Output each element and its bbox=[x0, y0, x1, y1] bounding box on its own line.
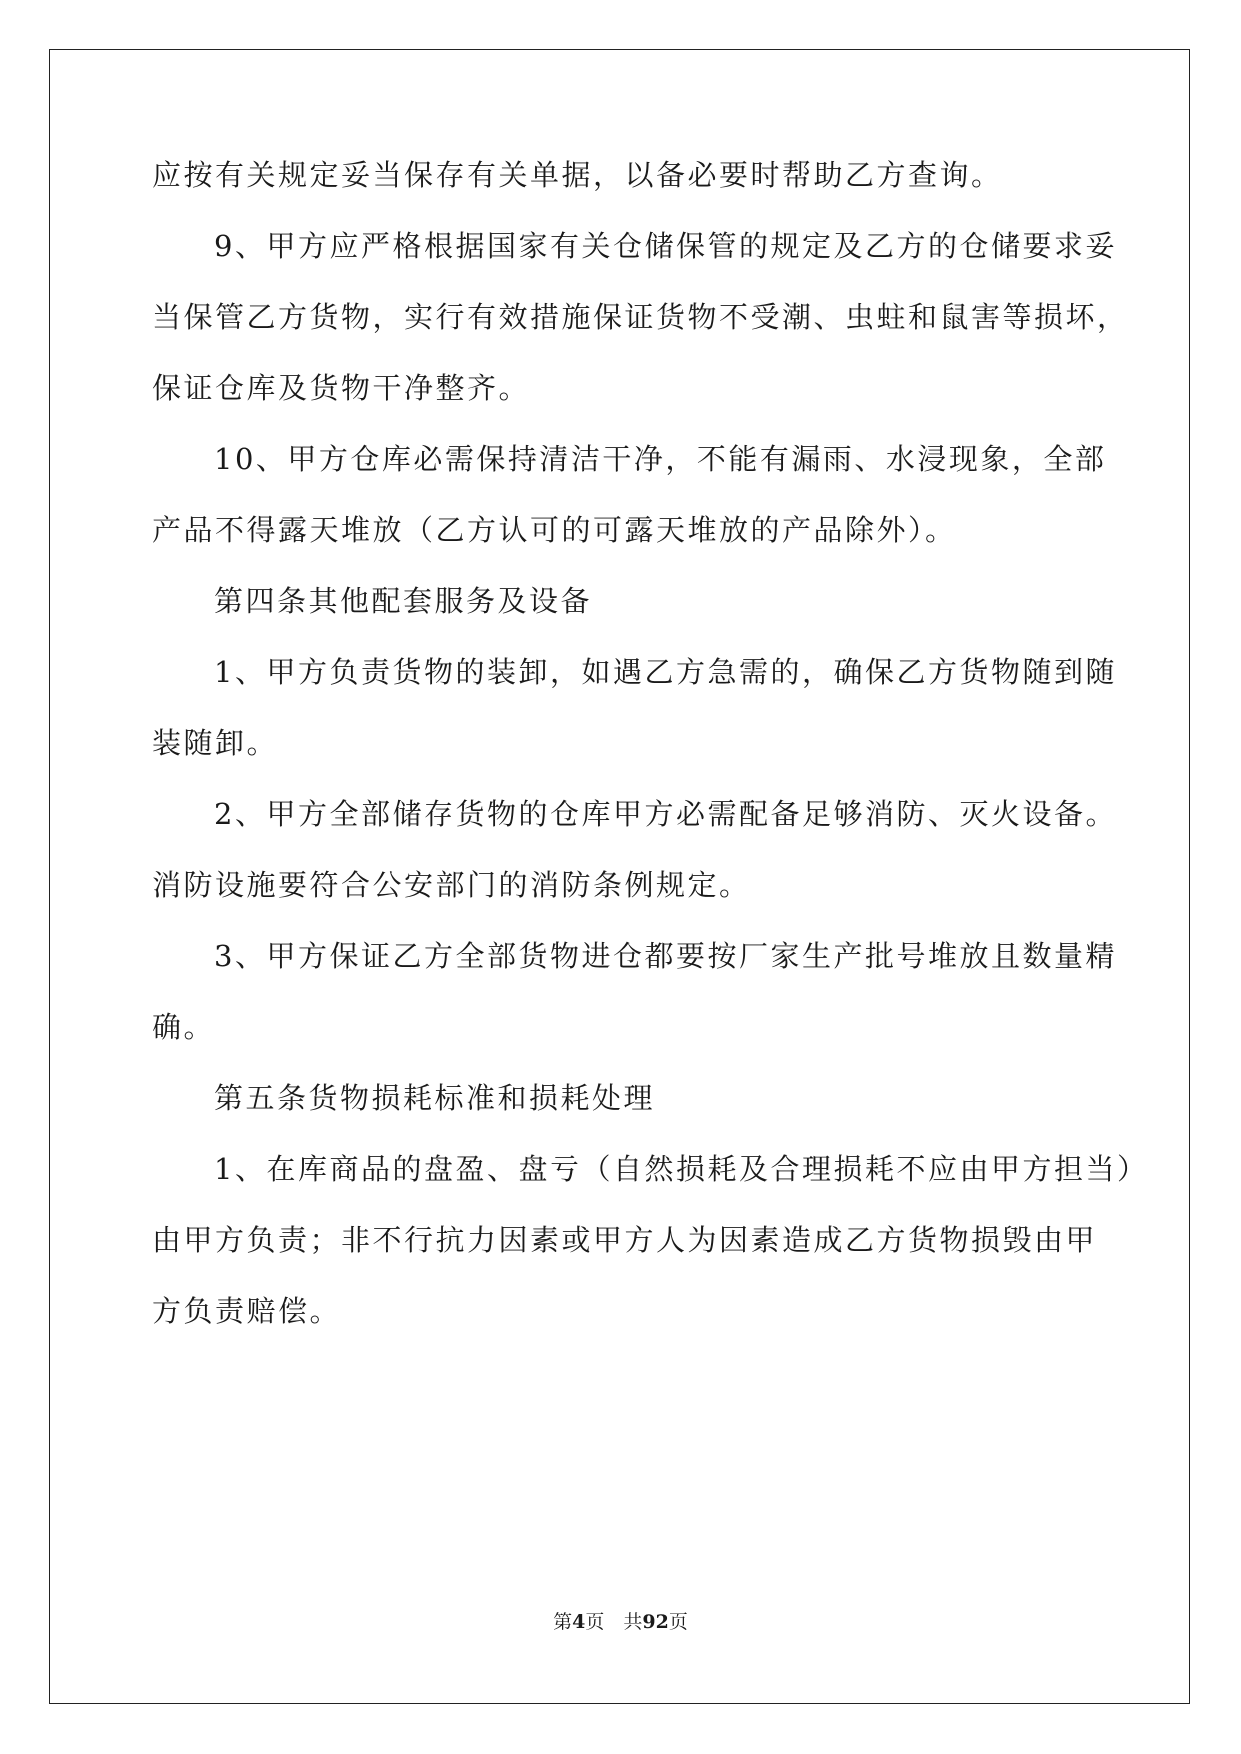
paragraph-line: 当保管乙方货物，实行有效措施保证货物不受潮、虫蛀和鼠害等损坏， bbox=[152, 300, 1129, 334]
paragraph-line: 由甲方负责；非不行抗力因素或甲方人为因素造成乙方货物损毁由甲 bbox=[152, 1223, 1098, 1257]
page-footer bbox=[0, 1607, 1241, 1634]
paragraph-line: 消防设施要符合公安部门的消防条例规定。 bbox=[152, 868, 751, 902]
paragraph-line: 1、甲方负责货物的装卸，如遇乙方急需的，确保乙方货物随到随 bbox=[214, 655, 1117, 689]
footer-prefix: 第 bbox=[553, 1611, 573, 1633]
paragraph-line: 9、甲方应严格根据国家有关仓储保管的规定及乙方的仓储要求妥 bbox=[214, 229, 1117, 263]
section-heading: 第四条其他配套服务及设备 bbox=[214, 584, 593, 618]
paragraph-line: 装随卸。 bbox=[152, 726, 279, 760]
paragraph-line: 应按有关规定妥当保存有关单据，以备必要时帮助乙方查询。 bbox=[152, 158, 1003, 192]
footer-suffix: 页 bbox=[668, 1611, 688, 1633]
paragraph-line: 产品不得露天堆放（乙方认可的可露天堆放的产品除外）。 bbox=[152, 513, 957, 547]
section-heading: 第五条货物损耗标准和损耗处理 bbox=[214, 1081, 656, 1115]
footer-mid: 页 共 bbox=[585, 1611, 643, 1633]
footer-page-number: 4 bbox=[572, 1611, 586, 1633]
paragraph-line: 保证仓库及货物干净整齐。 bbox=[152, 371, 531, 405]
paragraph-line: 1、在库商品的盘盈、盘亏（自然损耗及合理损耗不应由甲方担当） bbox=[214, 1152, 1149, 1186]
paragraph-line: 3、甲方保证乙方全部货物进仓都要按厂家生产批号堆放且数量精 bbox=[214, 939, 1117, 973]
footer-total-pages: 92 bbox=[642, 1611, 669, 1633]
paragraph-line: 确。 bbox=[152, 1010, 216, 1044]
paragraph-line: 2、甲方全部储存货物的仓库甲方必需配备足够消防、灭火设备。 bbox=[214, 797, 1117, 831]
paragraph-line: 10、甲方仓库必需保持清洁干净，不能有漏雨、水浸现象，全部 bbox=[214, 442, 1107, 476]
paragraph-line: 方负责赔偿。 bbox=[152, 1294, 342, 1328]
